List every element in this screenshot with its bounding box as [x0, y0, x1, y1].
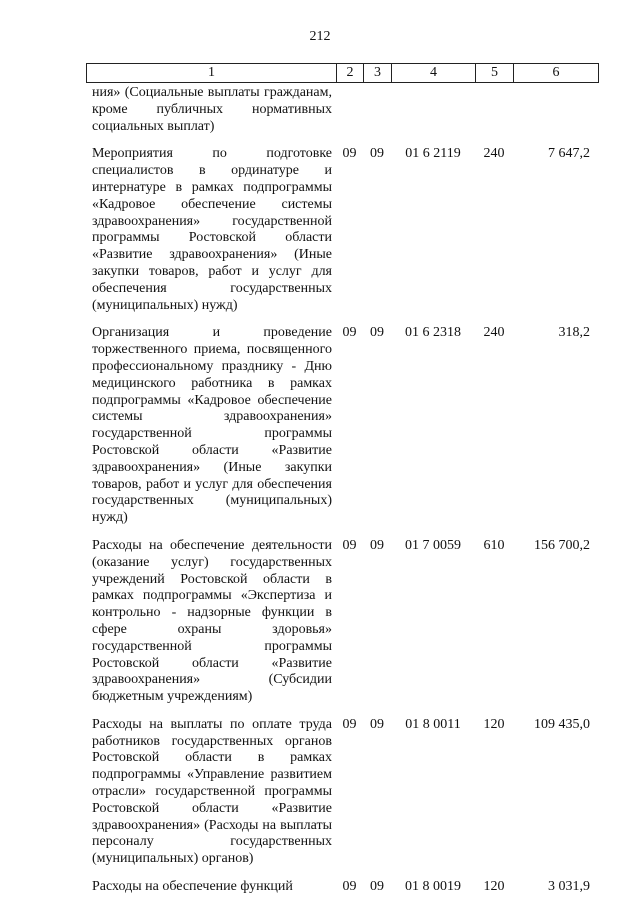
row-subsection: 09	[370, 879, 384, 895]
row-subsection: 09	[370, 146, 384, 162]
column-header-6: 6	[514, 64, 599, 83]
row-target-code	[391, 85, 475, 135]
column-header-4: 4	[392, 64, 476, 83]
table-row	[86, 85, 598, 135]
row-section: 09	[342, 325, 357, 341]
table-row	[86, 325, 598, 527]
column-header-row	[87, 64, 599, 83]
row-amount	[513, 85, 598, 135]
row-description: Расходы на обеспечение функций	[92, 879, 293, 895]
row-amount: 156 700,2	[534, 537, 590, 553]
row-expense-type	[475, 85, 513, 135]
row-amount: 7 647,2	[548, 146, 590, 162]
row-description: Организация и проведение торжественного приема, посвященного профессиональному празднику - Дню медицинского работника в рамках подпрограммы «Кадровое обеспечение системы здравоохранения» государственной программы Ростовской области «Развитие здравоохранения» (Иные закупки товаров, работ и услуг для обеспечения государственных (муниципальных) нужд)	[92, 325, 332, 526]
table-row	[86, 879, 598, 896]
row-expense-type: 120	[483, 879, 505, 895]
column-header-2: 2	[337, 64, 364, 83]
page-number: 212	[309, 29, 331, 44]
column-header-3: 3	[364, 64, 392, 83]
row-description: Мероприятия по подготовке специалистов в ординатуре и интернатуре в рамках подпрограммы «Кадровое обеспечение системы здравоохранения» государственной программы Ростовской области «Развитие здравоохранения» (Иные закупки товаров, работ и услуг для обеспечения государственных (муниципальных) нужд)	[92, 146, 332, 313]
row-description: Расходы на выплаты по оплате труда работников государственных органов Ростовской области в рамках подпрограммы «Управление развитием отрасли» государственной программы Ростовской области «Развитие здравоохранения» (Расходы на выплаты персоналу государственных (муниципальных) органов)	[92, 716, 332, 867]
row-expense-type: 240	[483, 146, 505, 162]
row-subsection	[363, 85, 391, 135]
row-target-code: 01 7 0059	[405, 537, 461, 553]
row-section	[336, 85, 363, 135]
row-subsection: 09	[370, 325, 384, 341]
row-section: 09	[342, 146, 357, 162]
row-amount: 109 435,0	[534, 716, 590, 732]
row-target-code: 01 6 2318	[405, 325, 461, 341]
row-expense-type: 610	[483, 537, 505, 553]
row-description: ния» (Социальные выплаты гражданам, кроме публичных нормативных социальных выплат)	[92, 85, 332, 134]
row-description: Расходы на обеспечение деятельности (оказание услуг) государственных учреждений Ростовской области в рамках подпрограммы «Экспертиза и контрольно - надзорные функции в сфере охраны здоровья» государственной программы Ростовской области «Развитие здравоохранения» (Субсидии бюджетным учреждениям)	[92, 537, 332, 705]
row-target-code: 01 8 0011	[405, 716, 461, 732]
row-amount: 318,2	[558, 325, 590, 341]
row-expense-type: 240	[483, 325, 505, 341]
row-section: 09	[342, 537, 357, 553]
row-target-code: 01 6 2119	[405, 146, 461, 162]
row-amount: 3 031,9	[548, 879, 590, 895]
table-row	[86, 717, 598, 868]
column-header-table	[86, 63, 599, 83]
row-target-code: 01 8 0019	[405, 879, 461, 895]
table-row	[86, 538, 598, 706]
column-header-1: 1	[87, 64, 337, 83]
row-subsection: 09	[370, 716, 384, 732]
table-row	[86, 146, 598, 314]
row-expense-type: 120	[483, 716, 505, 732]
row-subsection: 09	[370, 537, 384, 553]
budget-rows	[86, 85, 598, 907]
row-section: 09	[342, 716, 357, 732]
row-section: 09	[342, 879, 357, 895]
column-header-5: 5	[476, 64, 514, 83]
